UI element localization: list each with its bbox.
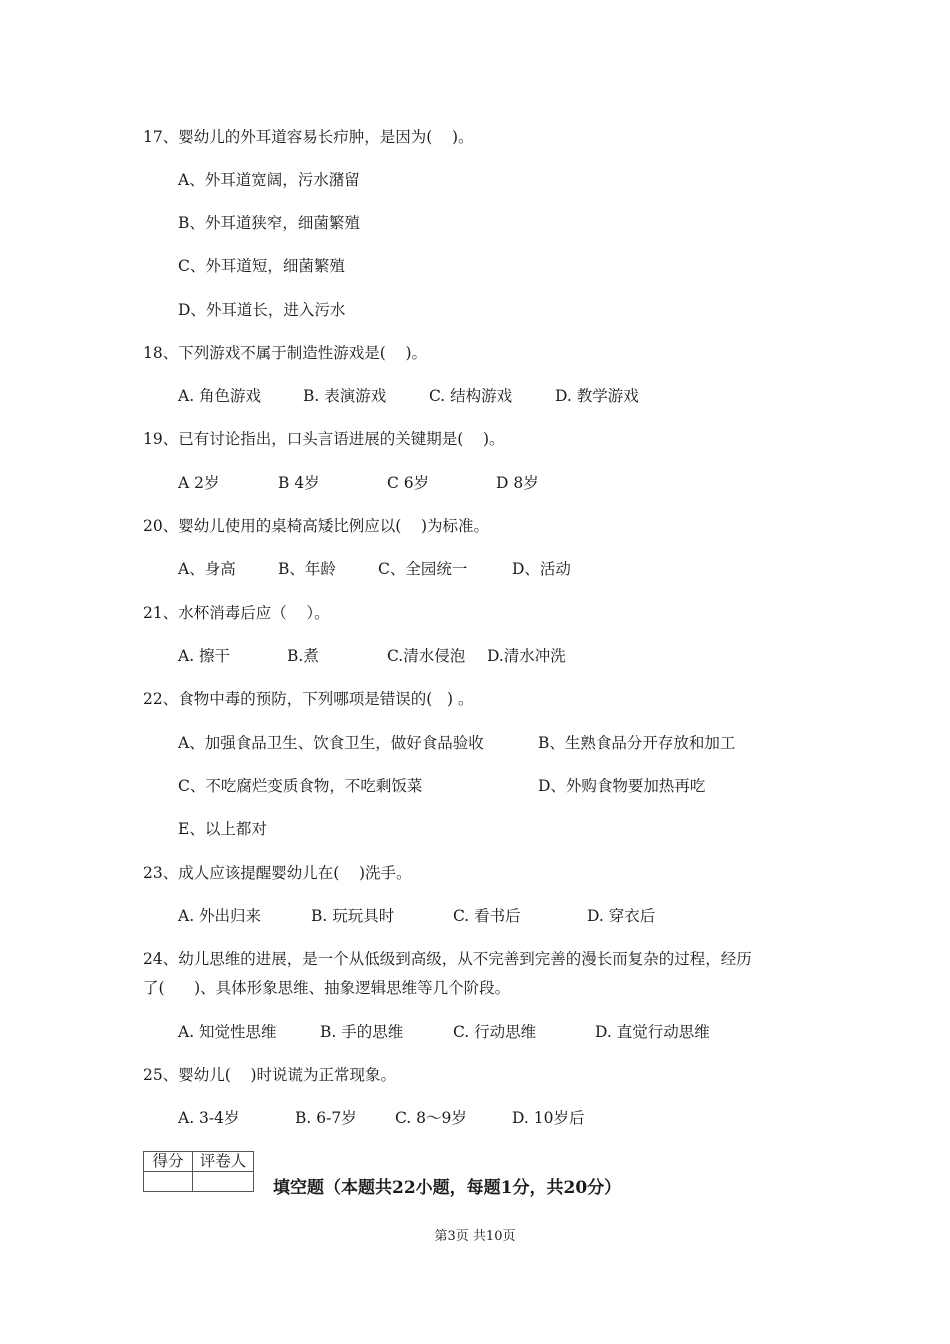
page-footer: 第3页 共10页	[434, 1229, 516, 1244]
question-19-option-c: C 6岁	[387, 474, 430, 492]
question-18-option-d: D. 教学游戏	[555, 387, 639, 405]
question-17-option-b: B、外耳道狭窄，细菌繁殖	[178, 214, 360, 232]
question-19-option-b: B 4岁	[278, 474, 320, 492]
question-25-option-a: A. 3-4岁	[178, 1109, 240, 1127]
question-18-stem: 18、下列游戏不属于制造性游戏是( )。	[143, 344, 428, 362]
question-18-option-a: A. 角色游戏	[178, 387, 262, 405]
question-21-option-b: B.煮	[287, 647, 319, 665]
question-22-option-b: B、生熟食品分开存放和加工	[538, 734, 736, 752]
score-cell	[144, 1172, 193, 1192]
question-19-option-d: D 8岁	[496, 474, 539, 492]
question-23-option-c: C. 看书后	[453, 907, 521, 925]
question-22-option-d: D、外购食物要加热再吃	[538, 777, 706, 795]
question-23-option-a: A. 外出归来	[178, 907, 262, 925]
question-23-stem: 23、成人应该提醒婴幼儿在( )洗手。	[143, 864, 412, 882]
question-20-option-d: D、活动	[512, 560, 571, 578]
question-18-option-c: C. 结构游戏	[429, 387, 513, 405]
question-17-option-d: D、外耳道长，进入污水	[178, 301, 346, 319]
question-20-option-c: C、全园统一	[378, 560, 468, 578]
question-24-stem-line2: 了( )、具体形象思维、抽象逻辑思维等几个阶段。	[143, 979, 511, 997]
question-19-stem: 19、已有讨论指出，口头言语进展的关键期是( )。	[143, 430, 505, 448]
question-20-option-b: B、年龄	[278, 560, 336, 578]
question-25-option-d: D. 10岁后	[512, 1109, 585, 1127]
score-box	[143, 1151, 254, 1192]
question-25-option-b: B. 6-7岁	[295, 1109, 357, 1127]
question-21-option-c: C.清水侵泡	[387, 647, 466, 665]
question-20-option-a: A、身高	[178, 560, 236, 578]
question-25-stem: 25、婴幼儿( )时说谎为正常现象。	[143, 1066, 397, 1084]
question-21-stem: 21、水杯消毒后应（ ）。	[143, 604, 330, 622]
grader-label: 评卷人	[193, 1152, 254, 1172]
question-22-option-a: A、加强食品卫生、饮食卫生，做好食品验收	[178, 734, 484, 752]
question-21-option-d: D.清水冲洗	[487, 647, 566, 665]
question-17-option-a: A、外耳道宽阔，污水潴留	[178, 171, 360, 189]
question-20-stem: 20、婴幼儿使用的桌椅高矮比例应以( )为标准。	[143, 517, 490, 535]
section-title: 填空题（本题共22小题，每题1分，共20分）	[273, 1178, 622, 1198]
question-24-stem-line1: 24、幼儿思维的进展，是一个从低级到高级，从不完善到完善的漫长而复杂的过程，经历	[143, 950, 752, 968]
question-19-option-a: A 2岁	[178, 474, 220, 492]
question-23-option-d: D. 穿衣后	[587, 907, 656, 925]
question-18-option-b: B. 表演游戏	[303, 387, 387, 405]
question-24-option-d: D. 直觉行动思维	[595, 1023, 710, 1041]
question-24-option-b: B. 手的思维	[320, 1023, 404, 1041]
question-17-stem: 17、婴幼儿的外耳道容易长疖肿，是因为( )。	[143, 128, 474, 146]
question-22-option-c: C、不吃腐烂变质食物，不吃剩饭菜	[178, 777, 423, 795]
question-22-stem: 22、食物中毒的预防，下列哪项是错误的( ) 。	[143, 690, 474, 708]
question-24-option-a: A. 知觉性思维	[178, 1023, 277, 1041]
grader-cell	[193, 1172, 254, 1192]
question-21-option-a: A. 擦干	[178, 647, 231, 665]
question-24-option-c: C. 行动思维	[453, 1023, 537, 1041]
question-17-option-c: C、外耳道短，细菌繁殖	[178, 257, 345, 275]
question-23-option-b: B. 玩玩具时	[311, 907, 395, 925]
question-22-option-e: E、以上都对	[178, 820, 267, 838]
question-25-option-c: C. 8～9岁	[395, 1109, 467, 1127]
score-label: 得分	[144, 1152, 193, 1172]
